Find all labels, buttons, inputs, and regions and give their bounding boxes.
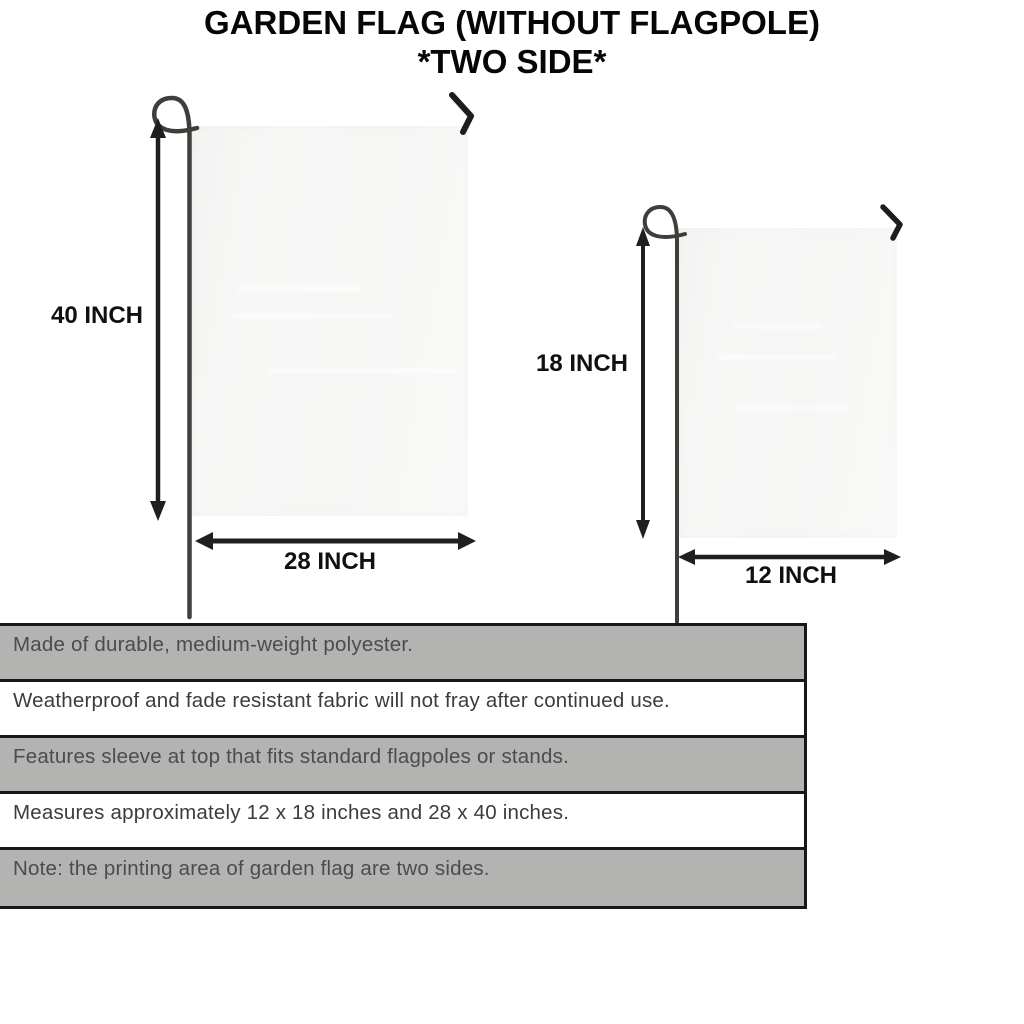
small-flagpole [645, 207, 685, 622]
small-flag-width-label: 12 INCH [744, 562, 838, 589]
title-line-1: GARDEN FLAG (WITHOUT FLAGPOLE) [204, 4, 820, 41]
title-line-2: *TWO SIDE* [417, 43, 607, 80]
arrow-left-icon [195, 532, 213, 550]
large-flagpole [154, 98, 197, 617]
small-flag-height-label: 18 INCH [535, 350, 628, 377]
arrow-down-icon [150, 501, 166, 521]
feature-row: Made of durable, medium-weight polyester. [0, 626, 804, 682]
feature-row: Measures approximately 12 x 18 inches and 28 x 40 inches. [0, 794, 804, 850]
large-flag-hook-icon [452, 95, 471, 132]
feature-row: Note: the printing area of garden flag are two sides. [0, 850, 804, 906]
feature-row: Weatherproof and fade resistant fabric will not fray after continued use. [0, 682, 804, 738]
features-table [0, 623, 807, 909]
feature-row: Features sleeve at top that fits standard flagpoles or stands. [0, 738, 804, 794]
large-flag-width-label: 28 INCH [283, 548, 377, 575]
large-flag-height-label: 40 INCH [50, 302, 143, 329]
arrow-right-icon [458, 532, 476, 550]
arrow-down-icon [636, 520, 650, 539]
small-flag-hook-icon [883, 207, 900, 238]
